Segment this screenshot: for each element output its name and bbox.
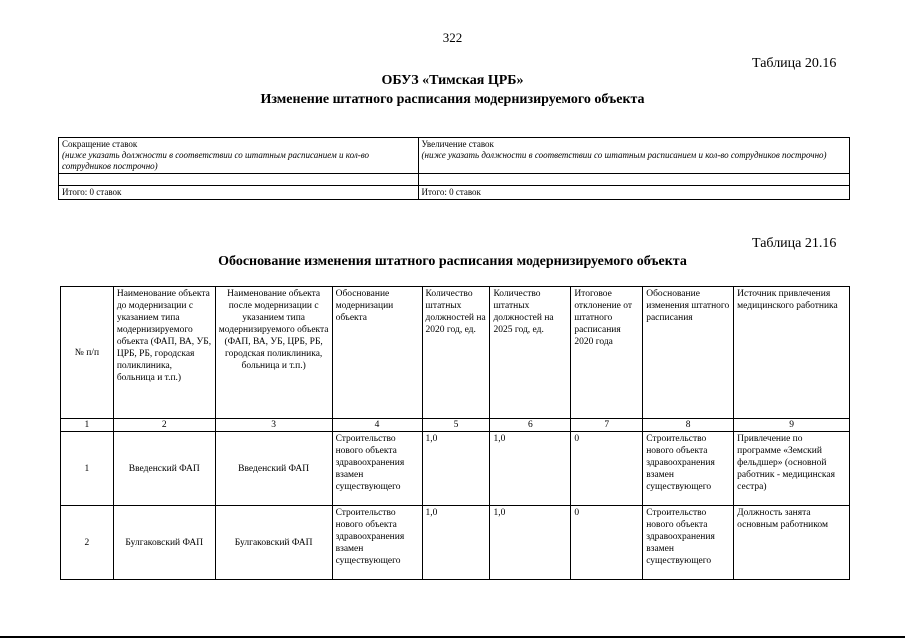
col-number: 8 [643, 419, 734, 432]
change-reason: Строительство нового объекта здравоохранения взамен существующего [643, 432, 734, 506]
increase-empty-cell [418, 174, 849, 186]
staff-change-table [58, 137, 850, 200]
header-number: № п/п [61, 287, 114, 419]
reduction-empty-cell [59, 174, 419, 186]
col-number: 3 [215, 419, 332, 432]
column-number-row [61, 419, 850, 432]
header-deviation: Итоговое отклонение от штатного расписания 2020 года [571, 287, 643, 419]
header-staff-2020: Количество штатных должностей на 2020 год, ед. [422, 287, 490, 419]
reduction-header: Сокращение ставок [62, 139, 138, 149]
table-row [61, 432, 850, 506]
object-after: Введенский ФАП [215, 432, 332, 506]
header-before: Наименование объекта до модернизации с указанием типа модернизируемого объекта (ФАП, ВА, УБ, ЦРБ, РБ, городская поликлиника, больница и т.п.) [113, 287, 215, 419]
staff-source: Привлечение по программе «Земский фельдшер» (основной работник - медицинская сестра) [734, 432, 850, 506]
page-number: 322 [442, 30, 463, 45]
header-staff-2025: Количество штатных должностей на 2025 год, ед. [490, 287, 571, 419]
header-reason: Обоснование модернизации объекта [332, 287, 422, 419]
header-change-reason: Обоснование изменения штатного расписания [643, 287, 734, 419]
increase-total: Итого: 0 ставок [418, 186, 849, 200]
col-number: 1 [61, 419, 114, 432]
increase-note: (ниже указать должности в соответствии со штатным расписанием и кол-во сотрудников построчно) [421, 150, 827, 160]
col-number: 6 [490, 419, 571, 432]
staff-source: Должность занята основным работником [734, 506, 850, 580]
table-20-label: Таблица 20.16 [752, 56, 837, 71]
page-bottom-border [0, 636, 905, 638]
table-21-title: Обоснование изменения штатного расписания модернизируемого объекта [218, 254, 687, 269]
header-source: Источник привлечения медицинского работника [734, 287, 850, 419]
change-reason: Строительство нового объекта здравоохранения взамен существующего [643, 506, 734, 580]
reduction-note: (ниже указать должности в соответствии со штатным расписанием и кол-во сотрудников построчно) [62, 150, 370, 171]
row-number: 2 [61, 506, 114, 580]
col-number: 7 [571, 419, 643, 432]
table-21-label: Таблица 21.16 [752, 236, 837, 251]
object-after: Булгаковский ФАП [215, 506, 332, 580]
header-after: Наименование объекта после модернизации с указанием типа модернизируемого объекта (ФАП, ВА, УБ, ЦРБ, РБ, городская поликлиника, больница и т.п.) [215, 287, 332, 419]
staff-2020: 1,0 [422, 506, 490, 580]
justification-table [60, 286, 850, 580]
increase-header: Увеличение ставок [421, 139, 494, 149]
organization-title: ОБУЗ «Тимская ЦРБ» [381, 73, 524, 88]
table-20-title: Изменение штатного расписания модернизируемого объекта [260, 92, 645, 107]
row-number: 1 [61, 432, 114, 506]
increase-header-cell [418, 138, 849, 174]
deviation: 0 [571, 432, 643, 506]
reduction-header-cell [59, 138, 419, 174]
deviation: 0 [571, 506, 643, 580]
modernization-reason: Строительство нового объекта здравоохранения взамен существующего [332, 506, 422, 580]
object-before: Булгаковский ФАП [113, 506, 215, 580]
table-row [61, 506, 850, 580]
staff-2025: 1,0 [490, 432, 571, 506]
staff-2025: 1,0 [490, 506, 571, 580]
col-number: 2 [113, 419, 215, 432]
col-number: 5 [422, 419, 490, 432]
object-before: Введенский ФАП [113, 432, 215, 506]
col-number: 9 [734, 419, 850, 432]
reduction-total: Итого: 0 ставок [59, 186, 419, 200]
staff-2020: 1,0 [422, 432, 490, 506]
modernization-reason: Строительство нового объекта здравоохранения взамен существующего [332, 432, 422, 506]
col-number: 4 [332, 419, 422, 432]
